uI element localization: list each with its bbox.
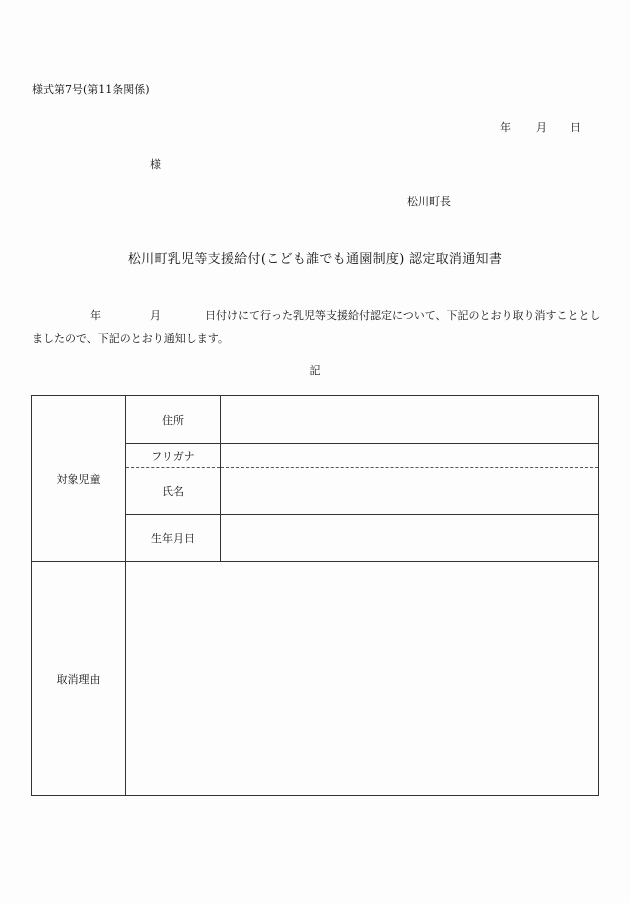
reason-label: 取消理由: [32, 562, 126, 796]
reason-value: [126, 562, 599, 796]
furigana-label: フリガナ: [126, 444, 221, 468]
body-month-unit: 月: [150, 309, 161, 322]
body-paragraph: [32, 304, 602, 350]
address-value: [221, 396, 599, 444]
dob-label: 生年月日: [126, 515, 221, 562]
document-title: 松川町乳児等支援給付(こども誰でも通園制度) 認定取消通知書: [127, 252, 503, 267]
name-value: [221, 468, 599, 515]
date-year-unit: 年: [500, 121, 511, 134]
sender-name: 松川町長: [407, 195, 451, 208]
date-month-unit: 月: [536, 121, 547, 134]
date-day-unit: 日: [570, 121, 581, 134]
address-label: 住所: [126, 396, 221, 444]
furigana-value: [221, 444, 599, 468]
form-reference: 様式第7号(第11条関係): [32, 83, 150, 96]
date-line: [500, 119, 581, 135]
target-child-label: 対象児童: [32, 396, 126, 562]
ki-heading: 記: [309, 364, 321, 377]
body-year-unit: 年: [90, 309, 101, 322]
dob-value: [221, 515, 599, 562]
name-label: 氏名: [126, 468, 221, 515]
body-text: 日付けにて行った乳児等支援給付認定について、下記のとおり取り消すこととしましたので、下記のとおり通知します。: [32, 309, 601, 345]
detail-table: [31, 395, 599, 796]
recipient-honorific: 様: [150, 158, 161, 171]
